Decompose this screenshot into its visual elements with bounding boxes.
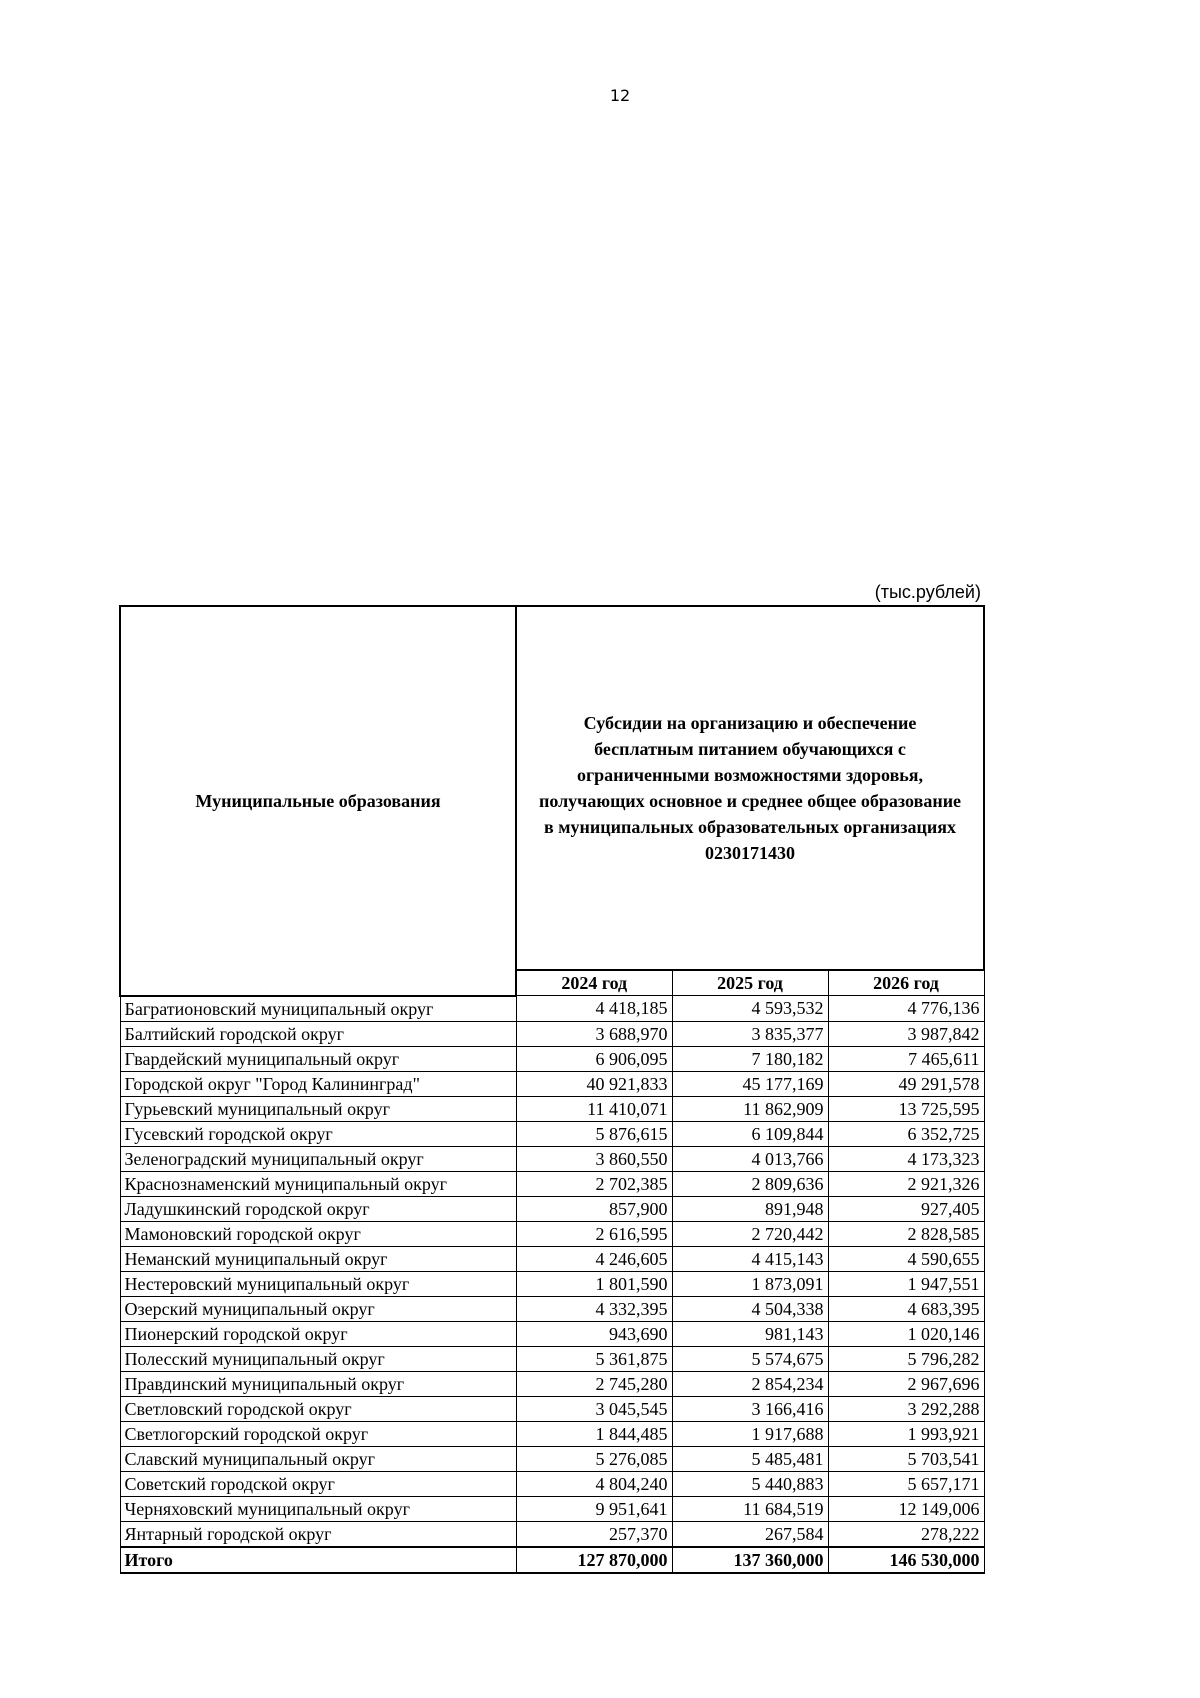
value-2024: 5 876,615 [516,1121,672,1146]
municipality-name: Пионерский городской округ [120,1321,516,1346]
table-row [120,996,984,1022]
value-2024: 943,690 [516,1321,672,1346]
value-2024: 857,900 [516,1196,672,1221]
value-2024: 1 801,590 [516,1271,672,1296]
table-row [120,1446,984,1471]
table-header [120,606,984,996]
table-row [120,1071,984,1096]
value-2024: 3 045,545 [516,1396,672,1421]
total-2026: 146 530,000 [828,1547,984,1573]
table-row [120,1171,984,1196]
table-row [120,1271,984,1296]
value-2026: 4 590,655 [828,1246,984,1271]
municipality-name: Мамоновский городской округ [120,1221,516,1246]
value-2025: 1 873,091 [672,1271,828,1296]
value-2026: 3 292,288 [828,1396,984,1421]
value-2025: 267,584 [672,1521,828,1547]
value-2026: 1 020,146 [828,1321,984,1346]
value-2024: 11 410,071 [516,1096,672,1121]
value-2024: 4 246,605 [516,1246,672,1271]
value-2025: 6 109,844 [672,1121,828,1146]
value-2026: 2 967,696 [828,1371,984,1396]
municipality-name: Гусевский городской округ [120,1121,516,1146]
value-2026: 3 987,842 [828,1021,984,1046]
value-2025: 11 862,909 [672,1096,828,1121]
municipality-name: Городской округ "Город Калининград" [120,1071,516,1096]
value-2026: 927,405 [828,1196,984,1221]
value-2026: 1 947,551 [828,1271,984,1296]
table-row [120,1496,984,1521]
value-2024: 5 276,085 [516,1446,672,1471]
header-municipality: Муниципальные образования [120,606,516,996]
table-row [120,1346,984,1371]
value-2026: 4 776,136 [828,996,984,1022]
municipality-name: Правдинский муниципальный округ [120,1371,516,1396]
table-row [120,1471,984,1496]
value-2024: 5 361,875 [516,1346,672,1371]
header-subsidy: Субсидии на организацию и обеспечение бесплатным питанием обучающихся с ограниченными возможностями здоровья, получающих основное и среднее общее образование в муниципальных образовательных организациях 0230171430 [516,606,984,970]
value-2025: 4 593,532 [672,996,828,1022]
value-2026: 2 921,326 [828,1171,984,1196]
municipality-name: Краснознаменский муниципальный округ [120,1171,516,1196]
value-2026: 13 725,595 [828,1096,984,1121]
value-2026: 1 993,921 [828,1421,984,1446]
municipality-name: Ладушкинский городской округ [120,1196,516,1221]
value-2024: 40 921,833 [516,1071,672,1096]
table-row [120,1421,984,1446]
total-label: Итого [120,1547,516,1573]
header-year-2026: 2026 год [828,970,984,996]
value-2025: 4 504,338 [672,1296,828,1321]
table-row [120,1096,984,1121]
value-2025: 5 440,883 [672,1471,828,1496]
value-2024: 257,370 [516,1521,672,1547]
subsidy-table [119,605,985,1574]
table-row [120,1296,984,1321]
value-2025: 7 180,182 [672,1046,828,1071]
value-2026: 5 703,541 [828,1446,984,1471]
value-2025: 5 485,481 [672,1446,828,1471]
municipality-name: Неманский муниципальный округ [120,1246,516,1271]
value-2026: 12 149,006 [828,1496,984,1521]
municipality-name: Гурьевский муниципальный округ [120,1096,516,1121]
value-2025: 5 574,675 [672,1346,828,1371]
table-row [120,1021,984,1046]
table-row [120,1246,984,1271]
value-2024: 4 332,395 [516,1296,672,1321]
value-2025: 4 013,766 [672,1146,828,1171]
value-2024: 2 616,595 [516,1221,672,1246]
value-2024: 3 860,550 [516,1146,672,1171]
table-row [120,1121,984,1146]
value-2024: 3 688,970 [516,1021,672,1046]
value-2026: 4 683,395 [828,1296,984,1321]
value-2024: 1 844,485 [516,1421,672,1446]
municipality-name: Озерский муниципальный округ [120,1296,516,1321]
municipality-name: Гвардейский муниципальный округ [120,1046,516,1071]
table-row [120,1321,984,1346]
municipality-name: Светловский городской округ [120,1396,516,1421]
value-2024: 2 702,385 [516,1171,672,1196]
table-row [120,1046,984,1071]
value-2025: 11 684,519 [672,1496,828,1521]
value-2025: 2 809,636 [672,1171,828,1196]
header-year-2024: 2024 год [516,970,672,996]
value-2024: 4 418,185 [516,996,672,1022]
municipality-name: Багратионовский муниципальный округ [120,996,516,1022]
value-2026: 7 465,611 [828,1046,984,1071]
municipality-name: Балтийский городской округ [120,1021,516,1046]
value-2026: 6 352,725 [828,1121,984,1146]
municipality-name: Советский городской округ [120,1471,516,1496]
value-2025: 981,143 [672,1321,828,1346]
municipality-name: Янтарный городской округ [120,1521,516,1547]
value-2026: 2 828,585 [828,1221,984,1246]
value-2024: 9 951,641 [516,1496,672,1521]
value-2025: 4 415,143 [672,1246,828,1271]
value-2025: 891,948 [672,1196,828,1221]
value-2025: 2 720,442 [672,1221,828,1246]
value-2026: 49 291,578 [828,1071,984,1096]
table-row [120,1371,984,1396]
total-2025: 137 360,000 [672,1547,828,1573]
municipality-name: Черняховский муниципальный округ [120,1496,516,1521]
value-2025: 45 177,169 [672,1071,828,1096]
table-row [120,1396,984,1421]
table-body [120,996,984,1547]
municipality-name: Светлогорский городской округ [120,1421,516,1446]
total-row [120,1547,984,1573]
table-row [120,1221,984,1246]
value-2024: 2 745,280 [516,1371,672,1396]
value-2024: 4 804,240 [516,1471,672,1496]
value-2025: 3 166,416 [672,1396,828,1421]
value-2026: 5 657,171 [828,1471,984,1496]
value-2025: 2 854,234 [672,1371,828,1396]
value-2025: 3 835,377 [672,1021,828,1046]
value-2026: 278,222 [828,1521,984,1547]
municipality-name: Нестеровский муниципальный округ [120,1271,516,1296]
municipality-name: Зеленоградский муниципальный округ [120,1146,516,1171]
table-row [120,1196,984,1221]
page-number: 12 [609,86,631,105]
total-2024: 127 870,000 [516,1547,672,1573]
municipality-name: Славский муниципальный округ [120,1446,516,1471]
table-row [120,1521,984,1547]
units-label: (тыс.рублей) [874,582,981,602]
header-year-2025: 2025 год [672,970,828,996]
value-2026: 4 173,323 [828,1146,984,1171]
value-2024: 6 906,095 [516,1046,672,1071]
municipality-name: Полесский муниципальный округ [120,1346,516,1371]
table-row [120,1146,984,1171]
value-2025: 1 917,688 [672,1421,828,1446]
value-2026: 5 796,282 [828,1346,984,1371]
